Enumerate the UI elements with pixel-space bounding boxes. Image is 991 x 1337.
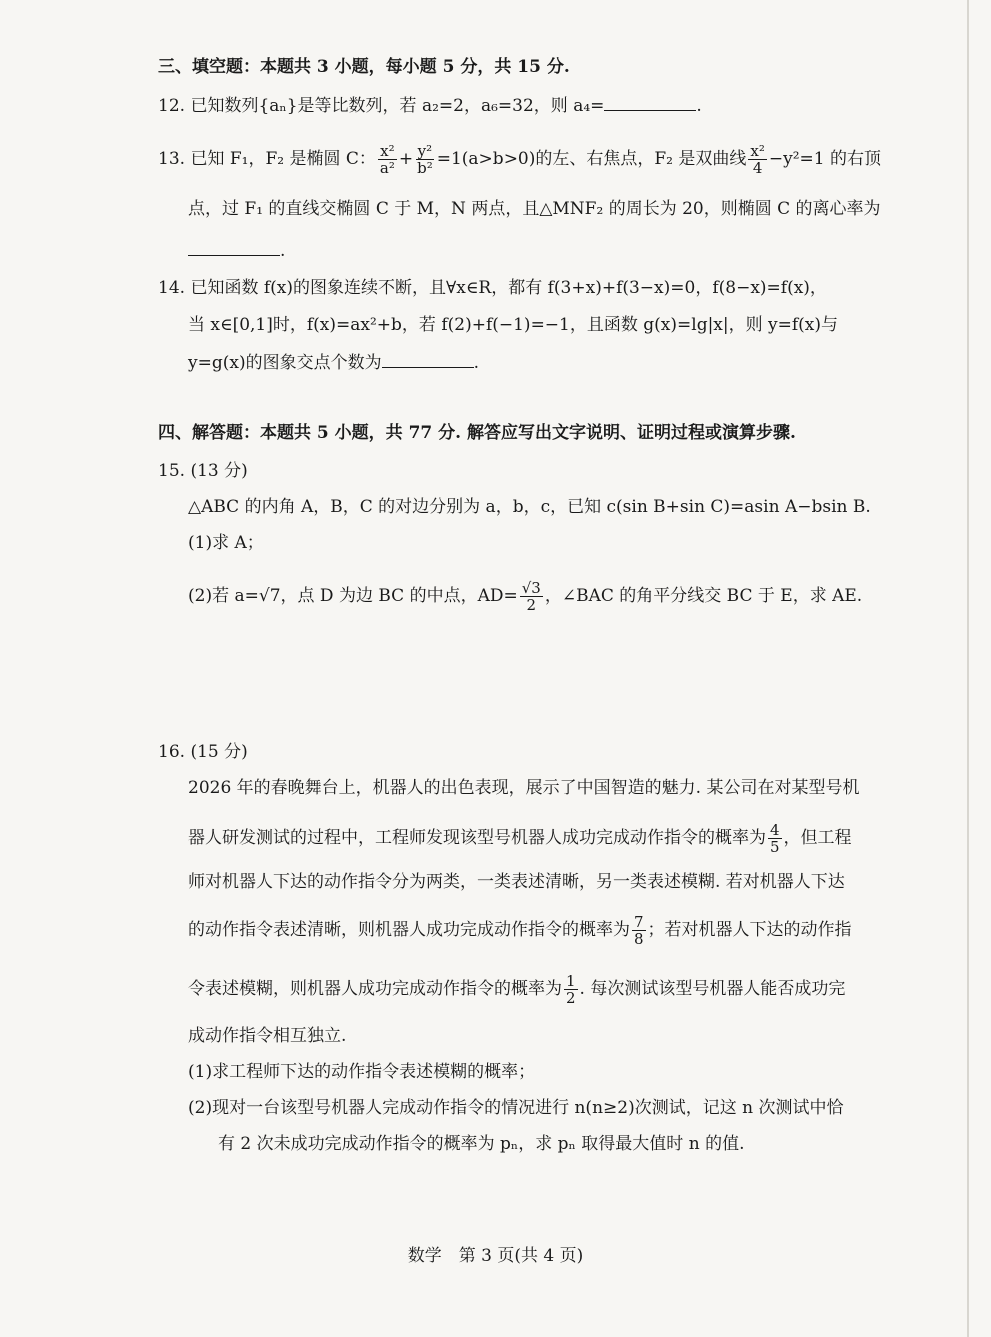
question-13-line1 bbox=[158, 143, 881, 176]
question-14-line2: 当 x∈[0,1]时，f(x)=ax²+b，若 f(2)+f(−1)=−1，且函数 g(x)=lg|x|，则 y=f(x)与 bbox=[188, 315, 839, 335]
q12-end: . bbox=[696, 96, 702, 116]
q15-frac-num: √3 bbox=[521, 579, 541, 597]
q16-frac3-den: 2 bbox=[566, 989, 576, 1007]
question-16-line1: 2026 年的春晚舞台上，机器人的出色表现，展示了中国智造的魅力. 某公司在对某型号机 bbox=[188, 778, 860, 798]
question-16-line4 bbox=[188, 914, 852, 947]
question-12 bbox=[158, 95, 702, 117]
q14-answer-blank bbox=[382, 353, 474, 368]
question-16-line2 bbox=[188, 822, 852, 855]
q13-frac-y2-b2 bbox=[415, 143, 435, 176]
q15-frac-den: 2 bbox=[526, 596, 537, 614]
q16-frac2-den: 8 bbox=[634, 930, 644, 948]
q16-frac-1-2 bbox=[564, 973, 578, 1006]
q16-l5-b: . 每次测试该型号机器人能否成功完 bbox=[579, 979, 846, 999]
q13-frac-x2-a2 bbox=[378, 143, 397, 176]
q13-l1-a: 13. 已知 F₁，F₂ 是椭圆 C： bbox=[158, 149, 376, 169]
q16-l2-b: ，但工程 bbox=[783, 828, 852, 848]
question-16-title: 16. (15 分) bbox=[158, 742, 248, 762]
question-15-part2 bbox=[188, 580, 862, 613]
q13-l1-b: =1(a>b>0)的左、右焦点，F₂ 是双曲线 bbox=[436, 149, 747, 169]
page-footer: 数学 第 3 页(共 4 页) bbox=[407, 1246, 584, 1266]
q16-l4-a: 的动作指令表述清晰，则机器人成功完成动作指令的概率为 bbox=[188, 920, 630, 940]
q15-p2-a: (2)若 a=√7，点 D 为边 BC 的中点，AD= bbox=[188, 586, 518, 606]
q14-l3-text: y=g(x)的图象交点个数为 bbox=[188, 353, 382, 373]
q13-frac3-den: 4 bbox=[752, 159, 763, 177]
q16-l5-a: 令表述模糊，则机器人成功完成动作指令的概率为 bbox=[188, 979, 562, 999]
question-16-part2-line2: 有 2 次未成功完成动作指令的概率为 pₙ，求 pₙ 取得最大值时 n 的值. bbox=[218, 1134, 745, 1154]
q16-frac-7-8 bbox=[632, 914, 646, 947]
q16-frac1-den: 5 bbox=[770, 838, 780, 856]
q13-frac2-den: b² bbox=[417, 159, 433, 177]
q13-frac2-num: y² bbox=[417, 142, 433, 160]
section3-header: 三、填空题：本题共 3 小题，每小题 5 分，共 15 分. bbox=[158, 57, 570, 77]
q13-frac1-den: a² bbox=[379, 159, 395, 177]
q13-plus: + bbox=[398, 149, 414, 169]
q16-l2-a: 器人研发测试的过程中，工程师发现该型号机器人成功完成动作指令的概率为 bbox=[188, 828, 766, 848]
q16-frac3-num: 1 bbox=[566, 972, 576, 990]
section4-header: 四、解答题：本题共 5 小题，共 77 分. 解答应写出文字说明、证明过程或演算步骤. bbox=[158, 423, 796, 443]
question-16-part2-line1: (2)现对一台该型号机器人完成动作指令的情况进行 n(n≥2)次测试，记这 n 次测试中恰 bbox=[188, 1098, 844, 1118]
q13-frac3-num: x² bbox=[750, 142, 765, 160]
q13-l1-c: −y²=1 的右顶 bbox=[768, 149, 882, 169]
q15-p2-b: ，∠BAC 的角平分线交 BC 于 E，求 AE. bbox=[544, 586, 863, 606]
q13-answer-blank bbox=[188, 241, 280, 256]
page-edge-shadow bbox=[967, 0, 969, 1337]
question-14-line1: 14. 已知函数 f(x)的图象连续不断，且∀x∈R，都有 f(3+x)+f(3−x)=0，f(8−x)=f(x)， bbox=[158, 278, 827, 298]
q13-end: . bbox=[280, 241, 286, 261]
q12-answer-blank bbox=[604, 96, 696, 111]
question-16-line6: 成动作指令相互独立. bbox=[188, 1026, 347, 1046]
q12-text: 12. 已知数列{aₙ}是等比数列，若 a₂=2，a₆=32，则 a₄= bbox=[158, 96, 605, 116]
q16-frac-4-5 bbox=[768, 822, 782, 855]
question-13-line2: 点，过 F₁ 的直线交椭圆 C 于 M，N 两点，且△MNF₂ 的周长为 20，则椭圆 C 的离心率为 bbox=[188, 199, 881, 219]
question-15-stem: △ABC 的内角 A，B，C 的对边分别为 a，b，c，已知 c(sin B+sin C)=asin A−bsin B. bbox=[188, 497, 871, 517]
question-16-part1: (1)求工程师下达的动作指令表述模糊的概率； bbox=[188, 1062, 536, 1082]
q14-end: . bbox=[473, 353, 479, 373]
q15-frac-sqrt3-2 bbox=[520, 580, 543, 613]
q16-frac1-num: 4 bbox=[770, 821, 780, 839]
question-15-title: 15. (13 分) bbox=[158, 461, 248, 481]
question-13-line3 bbox=[188, 240, 285, 262]
q16-l4-b: ；若对机器人下达的动作指 bbox=[647, 920, 852, 940]
q16-frac2-num: 7 bbox=[634, 913, 644, 931]
q13-frac-x2-4 bbox=[748, 143, 766, 176]
question-14-line3 bbox=[188, 352, 479, 374]
question-15-part1: (1)求 A； bbox=[188, 533, 264, 553]
q13-frac1-num: x² bbox=[380, 142, 395, 160]
question-16-line3: 师对机器人下达的动作指令分为两类，一类表述清晰，另一类表述模糊. 若对机器人下达 bbox=[188, 872, 845, 892]
question-16-line5 bbox=[188, 973, 845, 1006]
